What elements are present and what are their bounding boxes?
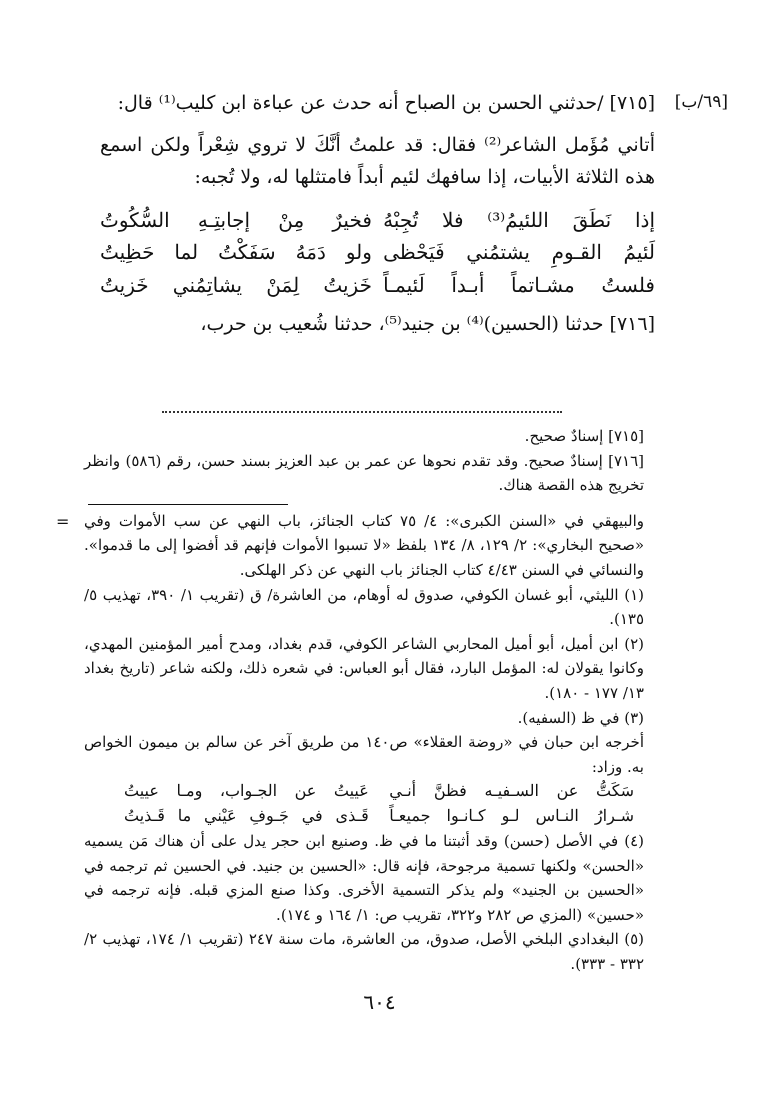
continued-note-text: والبيهقي في «السنن الكبرى»: ٤/ ٧٥ كتاب الجنائز، باب النهي عن سب الأموات وفي «صحيح البخاري»: ٢/ ١٢٩، ٨/ ١٣٤ بلفظ «لا تسبوا الأموات فإنهم قد أفضوا إلى ما قدموا». والنسائي في السنن ٤/٤٣ كتاب الجنائز باب النهي عن ذكر الهلكى. [84, 511, 645, 579]
footnote-4: (٤) في الأصل (حسن) وقد أثبتنا ما في ظ. وصنيع ابن حجر يدل على أن هناك مَن يسميه «الحسن» ولكنها تسمية مرجوحة، فإنه قال: «الحسين بن جنيد. في الحسين ثم ترجمه في «الحسين بن الجنيد» ولم يذكر التسمية الأخرى. وكذا صنع المزي قبله. فإنه ترجمه في «حسين» (المزي ص ٢٨٢ و٣٢٢، تقريب ص: ١/ ١٦٤ و ١٧٤). [84, 831, 644, 924]
footnote-2: (٢) ابن أميل، أبو أميل المحاربي الشاعر الكوفي، قدم بغداد، ومدح أمير المؤمنين المهدي، وكانوا يقولان له: المؤمل البارد، فقال أبو العباس: في شعره ذلك، ولكنه شاعر (تاريخ بغداد ١٣/ ١٧٧ - ١٨٠). [84, 634, 644, 702]
continued-note [56, 509, 645, 583]
verse-first-hemistich: فلستُ مشـاتماً أبـداً لَئيمـاً [383, 272, 655, 297]
hadith-715: [٧١٥] /حدثني الحسن بن الصباح أنه حدث عن عباءة ابن كليب⁽¹⁾ قال: [117, 92, 655, 114]
verse-second-hemistich: خَزيتُ لِمَنْ يشاتِمُني خَزيتُ [100, 272, 372, 297]
footnote-5: (٥) البغدادي البلخي الأصل، صدوق، من العاشرة، مات سنة ٢٤٧ (تقريب ١/ ١٧٤، تهذيب ٢/ ٣٣٢ - ٣٣٣). [84, 930, 644, 973]
footnote-verse-first: شـرارُ النـاس لـو كـانـوا جميعـاً [389, 806, 634, 826]
page-number: ٦٠٤ [363, 990, 396, 1014]
verse-second-hemistich: فخيرٌ مِنْ إجابتِـهِ السُّكُوتُ [100, 207, 372, 232]
note-715: [٧١٥] إسنادٌ صحيح. [524, 427, 644, 445]
hadith-716: [٧١٦] حدثنا (الحسين)⁽⁴⁾ بن جنيد⁽⁵⁾، حدثنا شُعيب بن حرب، [200, 312, 655, 335]
narration-paragraph: أتاني مُؤَمل الشاعر⁽²⁾ فقال: قد علمتُ أنَّكَ لا تروي شِعْراً ولكن اسمع هذه الثلاثة الأبيات، إذا سافهك لئيم أبداً فامتثلها له، ولا تُجبه: [100, 133, 655, 188]
footnote-verse [124, 779, 634, 804]
folio-reference: [٦٩/ب] [674, 92, 728, 112]
footnote-3: (٣) في ظ (السفيه). [517, 708, 644, 727]
poem-verse [100, 236, 655, 268]
verse-first-hemistich: إذا نَطَقَ اللئيمُ⁽³⁾ فلا تُجِبْهُ [383, 207, 655, 232]
main-text [100, 88, 655, 341]
poem-verse [100, 269, 655, 301]
poem-verse [100, 204, 655, 236]
footnote-verse-second: قَـذى في جَـوفِ عَيْني ما قَـذيتُ [124, 806, 369, 826]
footnote-verse-second: عَييتُ عن الجـواب، ومـا عييتُ [124, 781, 369, 801]
footnote-verse [124, 804, 634, 829]
footnote-verse-first: سَكَتُّ عن السـفيـه فظنَّ أنـي [389, 781, 634, 801]
note-716: [٧١٦] إسنادٌ صحيح. وقد تقدم نحوها عن عمر بن عبد العزيز بسند حسن، رقم (٥٨٦) وانظر تخريج هذه القصة هناك. [84, 451, 645, 495]
continuation-mark: = [56, 511, 70, 531]
footnote-rule [88, 504, 288, 505]
verse-second-hemistich: ولو دَمَهُ سَفَكْتُ لما حَظِيتُ [100, 240, 372, 265]
footnote-3-addition: أخرجه ابن حبان في «روضة العقلاء» ص١٤٠ من طريق آخر عن سالم بن ميمون الخواص به. وزاد: [84, 733, 644, 776]
footnote-1: (١) الليثي، أبو غسان الكوفي، صدوق له أوهام، من العاشرة/ ق (تقريب ١/ ٣٩٠، تهذيب ٥/ ١٣٥). [84, 585, 644, 629]
verse-first-hemistich: لَئيمُ القـومِ يشتمُني فَيَحْظى [383, 240, 655, 265]
dotted-separator [162, 411, 562, 413]
footnotes [56, 424, 645, 976]
poem [100, 204, 655, 301]
